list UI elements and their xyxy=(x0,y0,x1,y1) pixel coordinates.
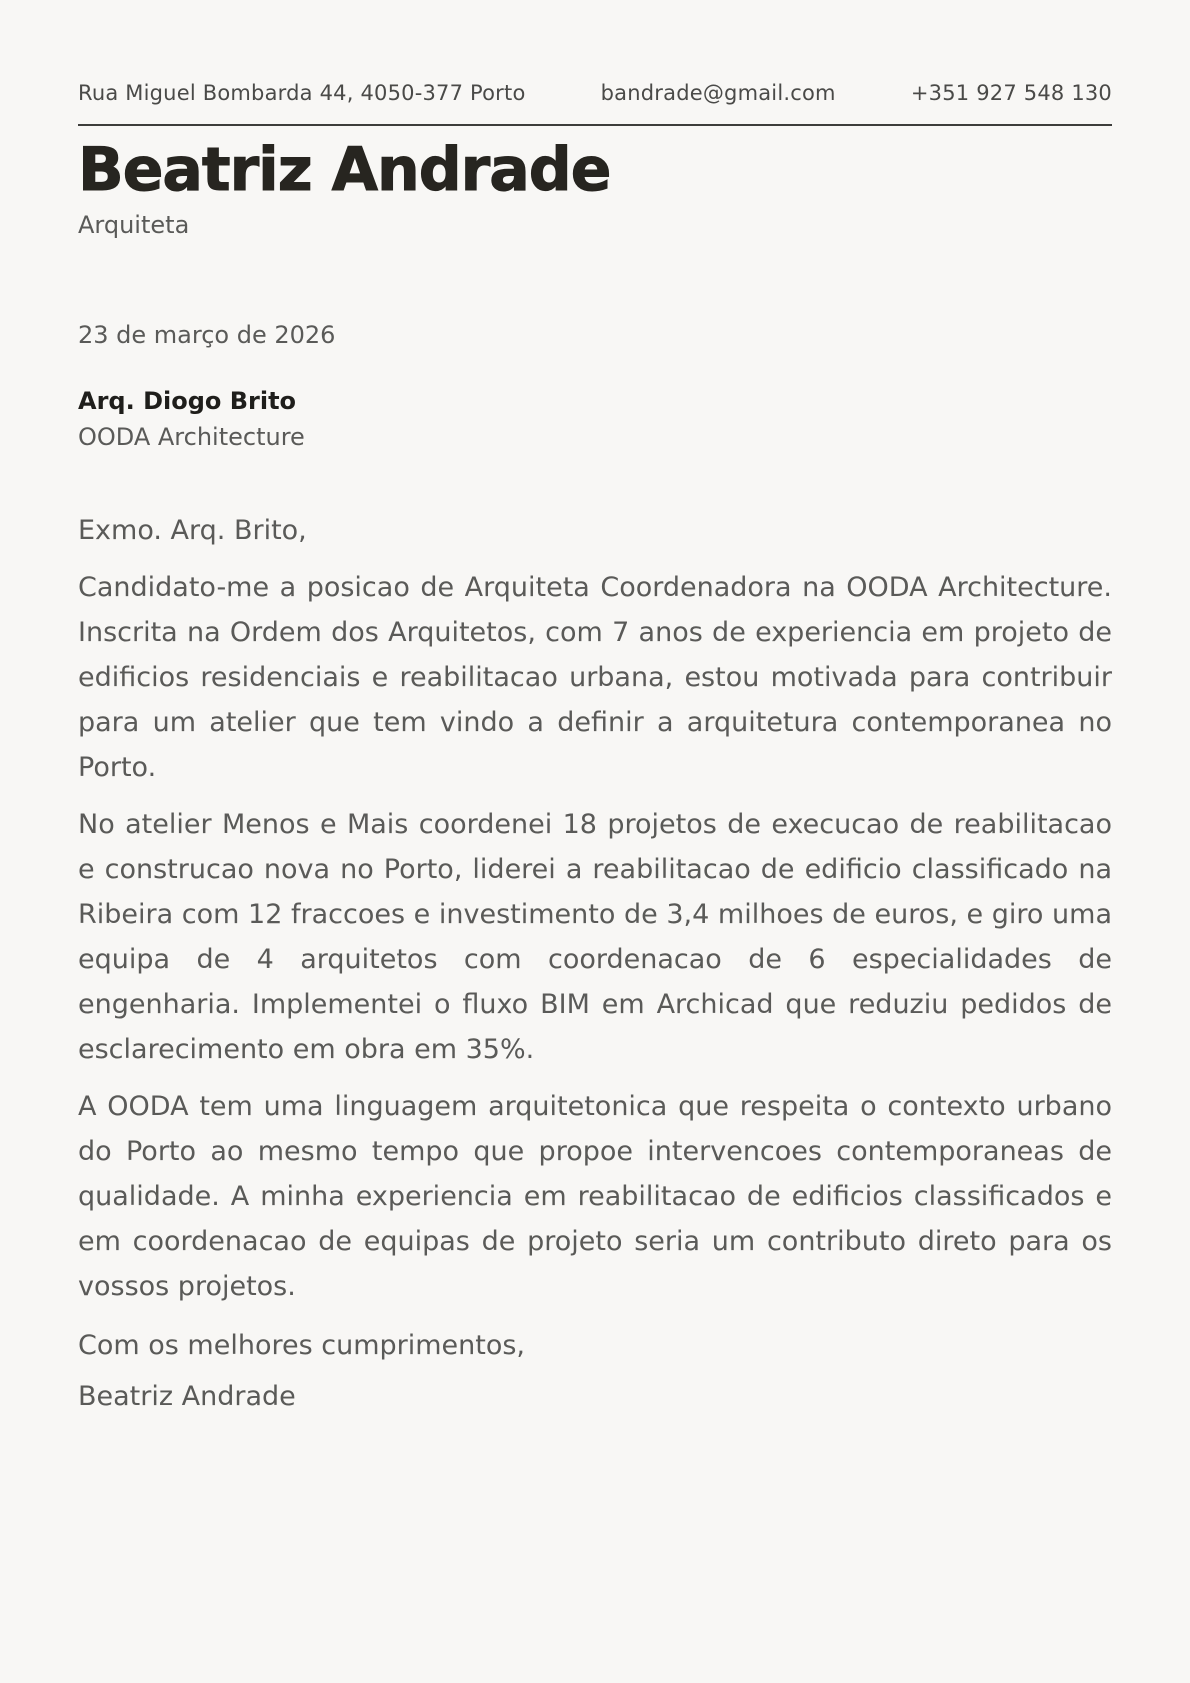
address-text: Rua Miguel Bombarda 44, 4050-377 Porto xyxy=(78,81,526,105)
email-text: bandrade@gmail.com xyxy=(600,81,836,105)
body-paragraph-2: No atelier Menos e Mais coordenei 18 projetos de execucao de reabilitacao e construcao nova no Porto, liderei a reabilitacao de edificio classificado na Ribeira com 12 fraccoes e investimento de 3,4 milhoes de euros, e giro uma equipa de 4 arquitetos com coordenacao de 6 especialidades de engenharia. Implementei o fluxo BIM em Archicad que reduziu pedidos de esclarecimento em obra em 35%. xyxy=(78,809,1112,1065)
letter-date: 23 de março de 2026 xyxy=(78,321,336,349)
contact-header xyxy=(78,80,1112,106)
salutation: Exmo. Arq. Brito, xyxy=(78,515,307,546)
header-divider xyxy=(78,124,1112,126)
applicant-name: Beatriz Andrade xyxy=(78,135,611,205)
recipient-company: OODA Architecture xyxy=(78,423,305,451)
closing-line: Com os melhores cumprimentos, xyxy=(78,1330,526,1361)
recipient-block xyxy=(78,386,1112,452)
signature-name: Beatriz Andrade xyxy=(78,1381,296,1412)
body-paragraph-1: Candidato-me a posicao de Arquiteta Coordenadora na OODA Architecture. Inscrita na Ordem dos Arquitetos, com 7 anos de experiencia em projeto de edificios residenciais e reabilitacao urbana, estou motivada para contribuir para um atelier que tem vindo a definir a arquitetura contemporanea no Porto. xyxy=(78,572,1112,783)
recipient-name: Arq. Diogo Brito xyxy=(78,387,297,415)
body-paragraph-3: A OODA tem uma linguagem arquitetonica que respeita o contexto urbano do Porto ao mesmo tempo que propoe intervencoes contemporaneas de qualidade. A minha experiencia em reabilitacao de edificios classificados e em coordenacao de equipas de projeto seria um contributo direto para os vossos projetos. xyxy=(78,1091,1112,1302)
phone-text: +351 927 548 130 xyxy=(910,81,1112,105)
applicant-role: Arquiteta xyxy=(78,211,190,239)
